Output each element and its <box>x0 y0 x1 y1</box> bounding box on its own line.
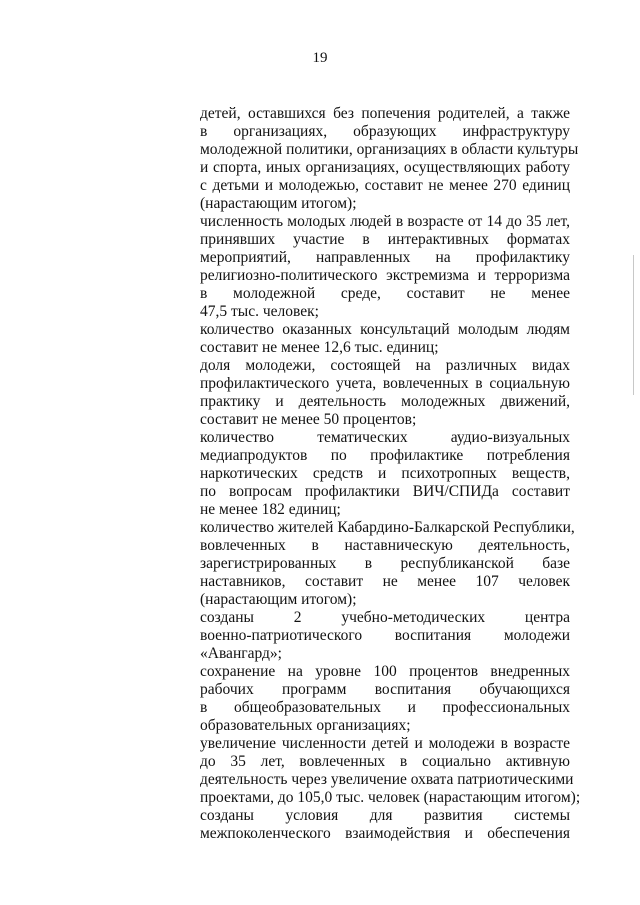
text-line: не менее 182 единиц; <box>200 501 341 518</box>
text-line: (нарастающим итогом); <box>200 195 357 212</box>
text-line: военно-патриотического воспитания молодежи <box>200 627 570 644</box>
text-line: профилактического учета, вовлеченных в социальную <box>200 375 570 392</box>
text-line: религиозно-политического экстремизма и терроризма <box>200 267 570 284</box>
text-line: увеличение численности детей и молодежи в возрасте <box>200 735 570 752</box>
text-line: 47,5 тыс. человек; <box>200 303 319 320</box>
text-line: количество оказанных консультаций молодым людям <box>200 321 570 338</box>
text-line: составит не менее 12,6 тыс. единиц; <box>200 339 439 356</box>
text-line: и спорта, иных организациях, осуществляющих работу <box>200 159 570 176</box>
text-line: составит не менее 50 процентов; <box>200 411 417 428</box>
text-line: наркотических средств и психотропных веществ, <box>200 465 570 482</box>
text-line: по вопросам профилактики ВИЧ/СПИДа составит <box>200 483 570 500</box>
text-line: (нарастающим итогом); <box>200 591 357 608</box>
text-line: «Авангард»; <box>200 645 282 662</box>
scan-edge-mark <box>633 255 634 395</box>
text-line: принявших участие в интерактивных форматах <box>200 231 570 248</box>
text-line: в общеобразовательных и профессиональных <box>200 699 570 716</box>
text-line: зарегистрированных в республиканской базе <box>200 555 570 572</box>
text-line: численность молодых людей в возрасте от 14 до 35 лет, <box>200 213 570 230</box>
text-line: в молодежной среде, составит не менее <box>200 285 570 302</box>
text-line: межпоколенческого взаимодействия и обеспечения <box>200 825 570 842</box>
text-line: рабочих программ воспитания обучающихся <box>200 681 570 698</box>
text-line: сохранение на уровне 100 процентов внедренных <box>200 663 570 680</box>
text-line: деятельность через увеличение охвата патриотическими <box>200 771 574 788</box>
text-line: с детьми и молодежью, составит не менее 270 единиц <box>200 177 570 194</box>
text-line: проектами, до 105,0 тыс. человек (нарастающим итогом); <box>200 789 581 806</box>
text-line: доля молодежи, состоящей на различных видах <box>200 357 570 374</box>
text-line: созданы 2 учебно-методических центра <box>200 609 570 626</box>
text-line: практику и деятельность молодежных движений, <box>200 393 570 410</box>
page-number: 19 <box>312 50 328 66</box>
text-line: вовлеченных в наставническую деятельность, <box>200 537 570 554</box>
text-line: созданы условия для развития системы <box>200 807 570 824</box>
text-line: мероприятий, направленных на профилактику <box>200 249 570 266</box>
body-text <box>200 105 581 843</box>
text-line: образовательных организациях; <box>200 717 411 734</box>
text-line: количество жителей Кабардино-Балкарской Республики, <box>200 519 575 536</box>
text-line: наставников, составит не менее 107 человек <box>200 573 570 590</box>
text-line: до 35 лет, вовлеченных в социально активную <box>200 753 570 770</box>
text-line: количество тематических аудио-визуальных <box>200 429 570 446</box>
text-line: детей, оставшихся без попечения родителей, а также <box>200 105 570 122</box>
text-line: молодежной политики, организациях в области культуры <box>200 141 579 158</box>
text-line: медиапродуктов по профилактике потребления <box>200 447 570 464</box>
text-line: в организациях, образующих инфраструктуру <box>200 123 570 140</box>
